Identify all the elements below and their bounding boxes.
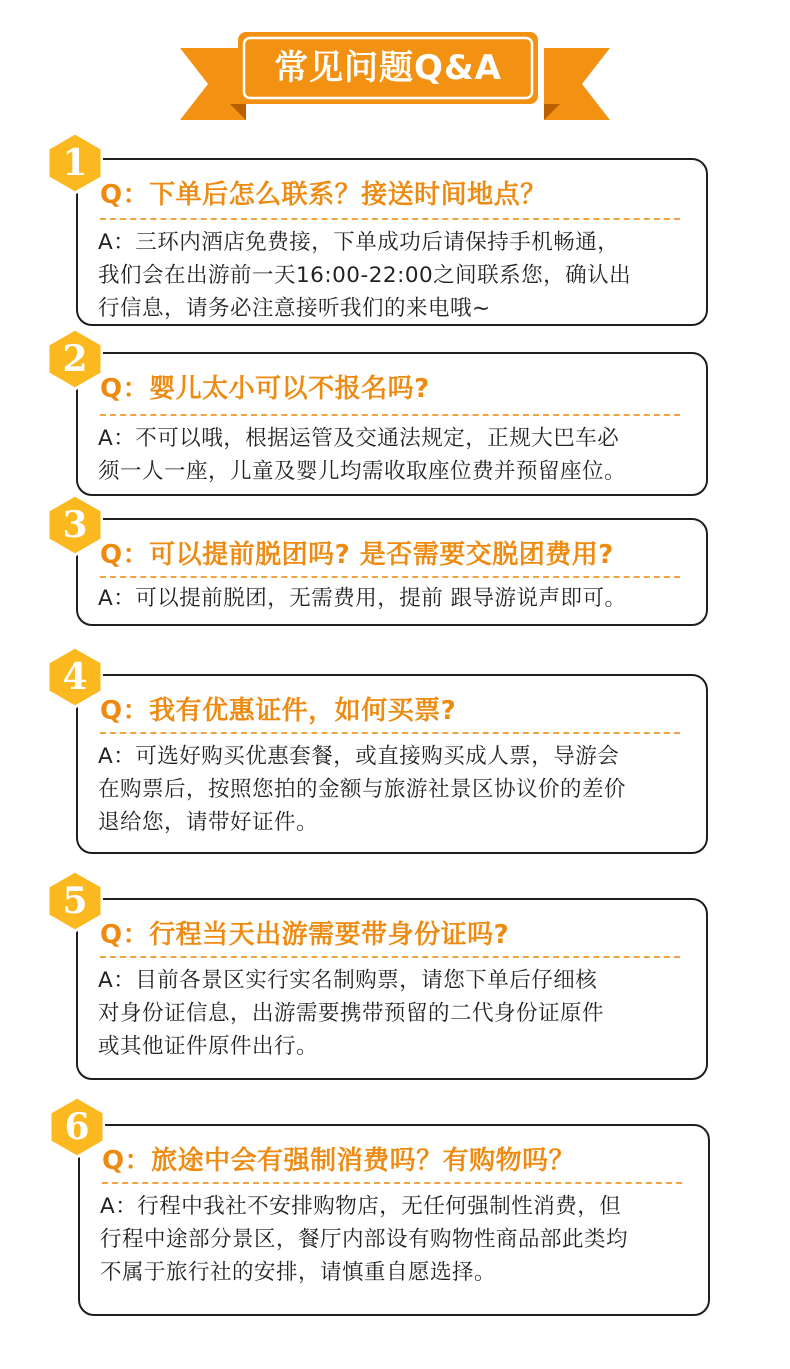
faq-card-6 xyxy=(78,1124,710,1316)
dashed-divider xyxy=(100,576,680,578)
number-badge-3: 3 xyxy=(47,494,103,556)
dashed-divider xyxy=(100,732,680,734)
faq-answer-2: A：不可以哦，根据运管及交通法规定，正规大巴车必 须一人一座，儿童及婴儿均需收取座位费并预留座位。 xyxy=(98,426,627,484)
faq-card-2 xyxy=(76,352,708,496)
faq-question-3: Q：可以提前脱团吗? 是否需要交脱团费用? xyxy=(100,540,614,570)
dashed-divider xyxy=(100,956,680,958)
number-badge-2: 2 xyxy=(47,328,103,390)
faq-answer-4: A：可选好购买优惠套餐，或直接购买成人票，导游会 在购票后，按照您拍的金额与旅游社景区协议价的差价 退给您，请带好证件。 xyxy=(98,744,627,835)
faq-card-3 xyxy=(76,518,708,626)
faq-answer-5: A：目前各景区实行实名制购票，请您下单后仔细核 对身份证信息，出游需要携带预留的二代身份证原件 或其他证件原件出行。 xyxy=(98,968,605,1059)
faq-card-5 xyxy=(76,898,708,1080)
faq-card-4 xyxy=(76,674,708,854)
page-title: 常见问题Q&A xyxy=(274,48,502,88)
faq-question-4: Q：我有优惠证件，如何买票? xyxy=(100,696,457,726)
dashed-divider xyxy=(100,218,680,220)
number-badge-4: 4 xyxy=(47,646,103,708)
faq-answer-1: A：三环内酒店免费接，下单成功后请保持手机畅通， 我们会在出游前一天16:00-22:00之间联系您，确认出 行信息，请务必注意接听我们的来电哦~ xyxy=(98,230,632,321)
header-banner xyxy=(0,0,790,140)
faq-answer-3: A：可以提前脱团，无需费用，提前 跟导游说声即可。 xyxy=(98,586,627,611)
number-badge-5: 5 xyxy=(47,870,103,932)
number-badge-1: 1 xyxy=(47,132,103,194)
faq-question-1: Q：下单后怎么联系？接送时间地点？ xyxy=(100,180,547,210)
faq-answer-6: A：行程中我社不安排购物店，无任何强制性消费，但 行程中途部分景区，餐厅内部设有购物性商品部此类均 不属于旅行社的安排，请慎重自愿选择。 xyxy=(100,1194,629,1285)
dashed-divider xyxy=(100,414,680,416)
faq-question-5: Q：行程当天出游需要带身份证吗? xyxy=(100,920,510,950)
faq-question-2: Q：婴儿太小可以不报名吗? xyxy=(100,374,430,404)
faq-question-6: Q：旅途中会有强制消费吗？有购物吗？ xyxy=(102,1146,576,1176)
faq-card-1 xyxy=(76,158,708,326)
number-badge-6: 6 xyxy=(49,1096,105,1158)
dashed-divider xyxy=(102,1182,682,1184)
